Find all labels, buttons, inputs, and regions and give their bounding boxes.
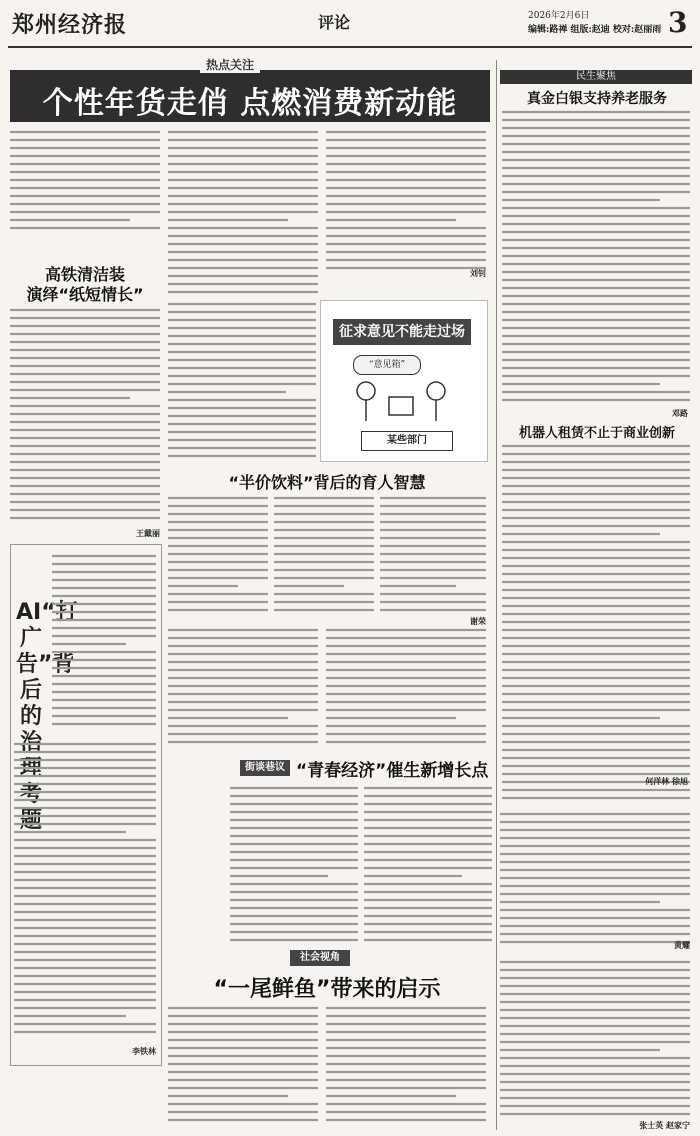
right-story2-title: 机器人租赁不止于商业创新 [518, 426, 675, 441]
middle-story-byline: 谢荣 [470, 616, 486, 626]
body-text-lines [326, 128, 486, 278]
mid-lower-body-col1 [168, 626, 318, 746]
social-view-body-col1 [168, 1004, 318, 1124]
column-divider [496, 60, 497, 1130]
street-talk-body-col2 [364, 784, 492, 944]
cartoon-caption: 征求意见不能走过场 [333, 319, 471, 345]
body-text-lines [168, 626, 318, 746]
mid-upper-body [168, 300, 316, 460]
body-text-lines [500, 958, 690, 1118]
body-text-lines [380, 494, 486, 614]
body-text-lines [10, 306, 160, 526]
masthead [8, 6, 692, 48]
mid-lower-body-col2 [326, 626, 486, 746]
body-text-lines [500, 810, 690, 950]
ai-story-title: AI“打广告”背后的治理考题 [16, 600, 78, 833]
issue-date: 2026年2月6日 [528, 11, 590, 21]
section-title: 评论 [318, 13, 351, 32]
editorial-cartoon [320, 300, 488, 462]
right-story2-byline: 何洋林 徐旭 [645, 776, 688, 786]
middle-story-body-col1 [168, 494, 268, 614]
body-text-lines [14, 740, 156, 1040]
left-story-body [10, 306, 160, 526]
top-story-body-col1 [10, 128, 160, 238]
top-story-banner [10, 70, 490, 122]
top-story-byline: 刘钊 [470, 268, 486, 278]
top-story-body-col3 [326, 128, 486, 278]
body-text-lines [168, 300, 316, 460]
social-view-tag: 社会视角 [290, 950, 350, 966]
body-text-lines [502, 442, 690, 802]
street-talk-byline: 黄耀 [674, 940, 690, 950]
street-talk-body-col3 [500, 810, 690, 950]
cartoon-figures-icon [341, 377, 467, 427]
body-text-lines [10, 128, 160, 238]
top-story-body-col2 [168, 128, 318, 298]
social-view-body-col3 [500, 958, 690, 1118]
ai-story-body-top [52, 552, 156, 732]
ai-story-body-bottom [14, 740, 156, 1040]
left-story-title-line2: 演绎“纸短情长” [26, 285, 144, 304]
left-story-byline: 王戴丽 [136, 528, 160, 538]
left-story-title-line1: 高铁清洁装 [44, 265, 125, 284]
middle-story-title: “半价饮料”背后的育人智慧 [228, 473, 426, 492]
right-story1-body [502, 108, 690, 408]
body-text-lines [326, 626, 486, 746]
right-story1-title: 真金白银支持养老服务 [527, 91, 667, 107]
street-talk-body-col1 [230, 784, 358, 944]
street-talk-tag: 街谈巷议 [240, 760, 290, 776]
social-view-byline: 张士英 赵家宁 [639, 1120, 690, 1130]
body-text-lines [52, 552, 156, 732]
newspaper-logo: 郑州经济报 [12, 12, 128, 38]
ai-story-byline: 李铁林 [132, 1046, 156, 1056]
right-story2-body [502, 442, 690, 802]
body-text-lines [326, 1004, 486, 1124]
middle-story-body-col3 [380, 494, 486, 614]
body-text-lines [502, 108, 690, 408]
editor-credits: 编辑:路禅 组版:赵迪 校对:赵丽雨 [528, 25, 662, 35]
body-text-lines [168, 128, 318, 298]
street-talk-title: “青春经济”催生新增长点 [296, 761, 489, 781]
right-section-header: 民生聚焦 [500, 70, 692, 84]
body-text-lines [364, 784, 492, 944]
body-text-lines [168, 1004, 318, 1124]
middle-story-body-col2 [274, 494, 374, 614]
cartoon-opinion-box-label: “意见箱” [353, 355, 421, 375]
social-view-body-col2 [326, 1004, 486, 1124]
top-story-title: 个性年货走俏 点燃消费新动能 [42, 86, 458, 121]
right-story1-byline: 邓路 [672, 408, 688, 418]
body-text-lines [274, 494, 374, 614]
social-view-title: “一尾鲜鱼”带来的启示 [213, 977, 441, 1002]
page-number: 3 [668, 6, 688, 39]
cartoon-dept-sign: 某些部门 [361, 431, 453, 451]
top-story-kicker: 热点关注 [200, 56, 260, 73]
body-text-lines [168, 494, 268, 614]
body-text-lines [230, 784, 358, 944]
